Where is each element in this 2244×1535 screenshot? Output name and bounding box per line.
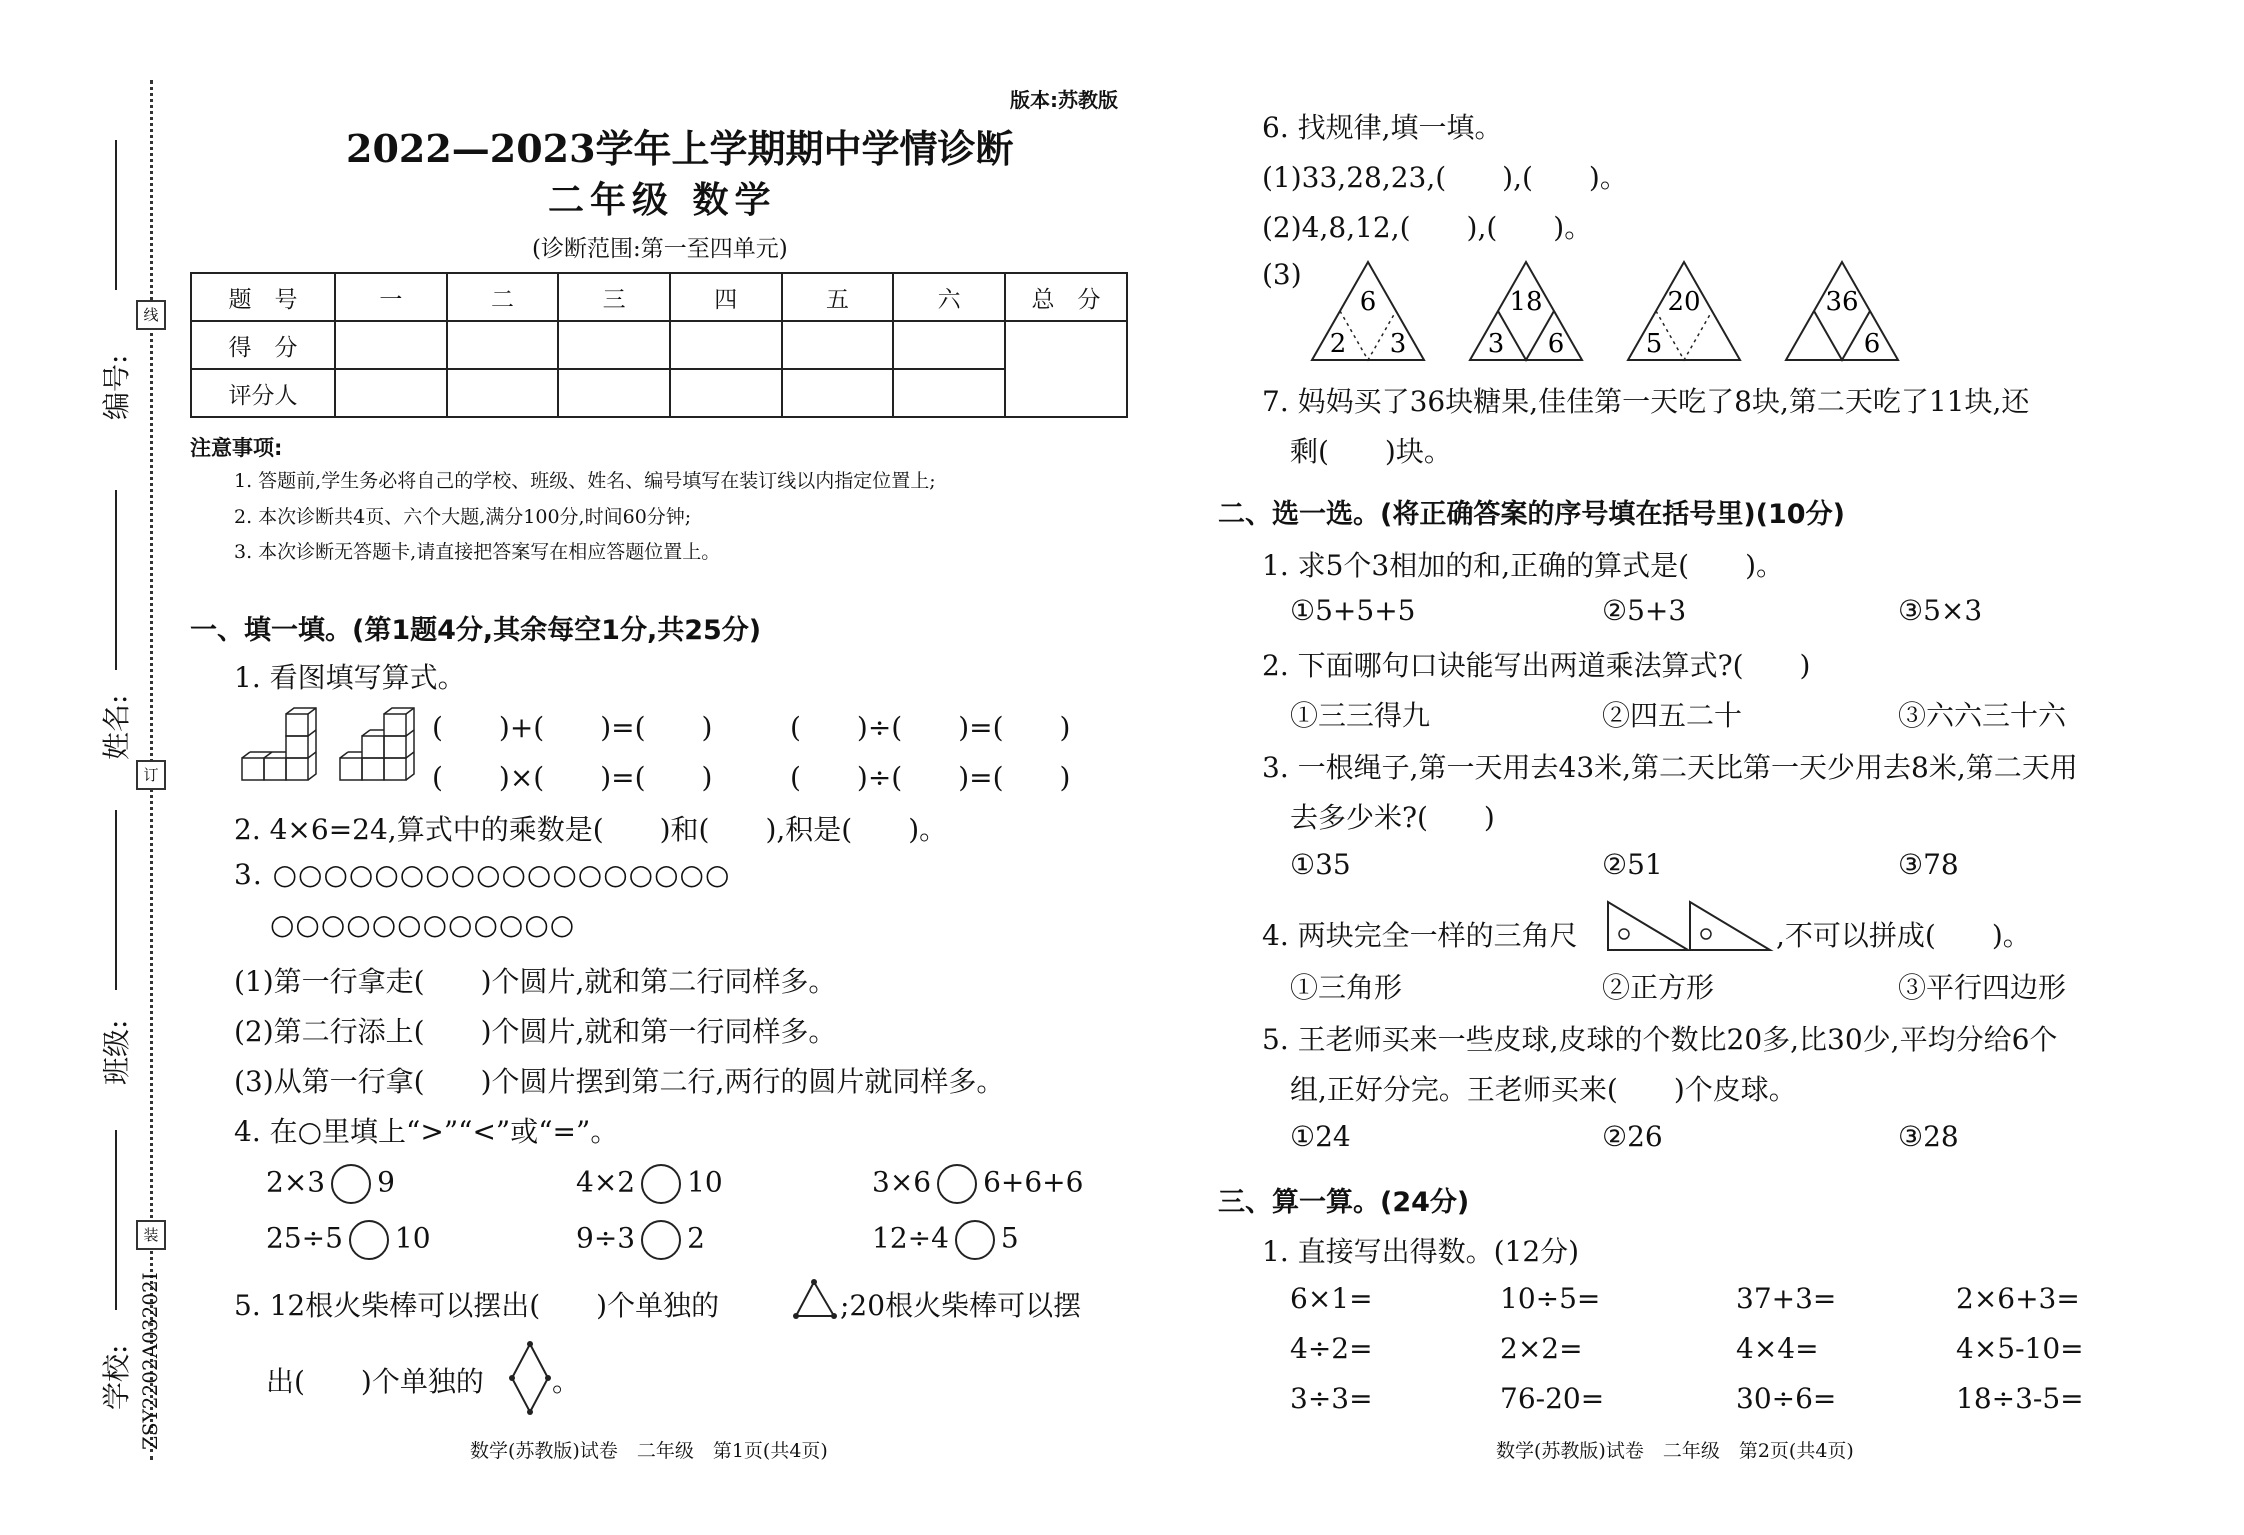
version-label: 版本:苏教版 bbox=[1010, 88, 1118, 112]
q2-3-line2: 去多少米?( ) bbox=[1290, 801, 1495, 834]
q2-3-option-2[interactable]: ②51 bbox=[1602, 848, 1663, 881]
score-table bbox=[190, 272, 1128, 418]
grader-cell[interactable] bbox=[782, 369, 894, 417]
calc-item: 4×5-10= bbox=[1956, 1332, 2084, 1365]
q2-2-option-1[interactable]: ①三三得九 bbox=[1290, 699, 1431, 732]
notes-title: 注意事项: bbox=[190, 436, 283, 460]
score-row bbox=[191, 321, 1127, 369]
q1-1-eq-mul: ( )×( )=( ) bbox=[432, 761, 713, 794]
calc-item: 2×2= bbox=[1500, 1332, 1583, 1365]
q1-1-eq-div-2: ( )÷( )=( ) bbox=[790, 761, 1071, 794]
compare-circle[interactable] bbox=[641, 1164, 681, 1204]
q2-5-line2: 组,正好分完。王老师买来( )个皮球。 bbox=[1290, 1073, 1797, 1106]
triangle-top-number: 20 bbox=[1667, 287, 1701, 317]
q1-6-3-label: (3) bbox=[1262, 258, 1302, 291]
xingming-label: 姓名: bbox=[100, 694, 133, 760]
q1-7-line2: 剩( )块。 bbox=[1290, 435, 1452, 468]
q1-1-prompt: 1. 看图填写算式。 bbox=[234, 661, 466, 694]
binding-mark-ding: 订 bbox=[136, 760, 166, 790]
banji-line bbox=[115, 810, 117, 990]
q1-6-2: (2)4,8,12,( ),( )。 bbox=[1262, 211, 1593, 244]
triangle-top-number: 6 bbox=[1359, 287, 1377, 317]
calc-item: 2×6+3= bbox=[1956, 1282, 2080, 1315]
score-cell[interactable] bbox=[447, 321, 559, 369]
bianhao-label: 编号: bbox=[100, 354, 133, 420]
score-row-label: 得 分 bbox=[191, 321, 335, 369]
note-1: 1. 答题前,学生务必将自己的学校、班级、姓名、编号填写在装订线以内指定位置上; bbox=[234, 470, 936, 492]
section3-heading: 三、算一算。(24分) bbox=[1218, 1187, 1470, 1218]
q3-1-prompt: 1. 直接写出得数。(12分) bbox=[1262, 1235, 1580, 1268]
triangle-left-number: 2 bbox=[1329, 329, 1347, 359]
note-3: 3. 本次诊断无答题卡,请直接把答案写在相应答题位置上。 bbox=[234, 541, 721, 563]
q2-5-line1: 5. 王老师买来一些皮球,皮球的个数比20多,比30少,平均分给6个 bbox=[1262, 1023, 2058, 1056]
compare-item: 25÷5 10 bbox=[266, 1220, 431, 1260]
score-cell[interactable] bbox=[335, 321, 447, 369]
q1-1-eq-add: ( )+( )=( ) bbox=[432, 711, 713, 744]
xingming-line bbox=[115, 490, 117, 670]
q2-1-option-3[interactable]: ③5×3 bbox=[1898, 594, 1983, 627]
score-cell[interactable] bbox=[893, 321, 1005, 369]
calc-item: 30÷6= bbox=[1736, 1382, 1837, 1415]
number-triangle bbox=[1308, 258, 1428, 364]
compare-item: 9÷3 2 bbox=[576, 1220, 705, 1260]
xuexiao-label: 学校: bbox=[100, 1344, 133, 1410]
grader-row bbox=[191, 369, 1127, 417]
q1-3-3: (3)从第一行拿( )个圆片摆到第二行,两行的圆片就同样多。 bbox=[234, 1065, 1005, 1098]
q1-7-line1: 7. 妈妈买了36块糖果,佳佳第一天吃了8块,第二天吃了11块,还 bbox=[1262, 385, 2030, 418]
grader-cell[interactable] bbox=[670, 369, 782, 417]
section1-heading: 一、填一填。(第1题4分,其余每空1分,共25分) bbox=[190, 615, 762, 646]
calc-item: 4÷2= bbox=[1290, 1332, 1373, 1365]
compare-item: 2×3 9 bbox=[266, 1164, 395, 1204]
bianhao-line bbox=[115, 140, 117, 290]
q1-6-1: (1)33,28,23,( ),( )。 bbox=[1262, 161, 1628, 194]
exam-scope: (诊断范围:第一至四单元) bbox=[532, 236, 788, 262]
q2-4-option-1[interactable]: ①三角形 bbox=[1290, 971, 1403, 1004]
triangle-right-number: 6 bbox=[1863, 329, 1881, 359]
triangle-top-number: 36 bbox=[1825, 287, 1859, 317]
q2-1-option-2[interactable]: ②5+3 bbox=[1602, 594, 1687, 627]
q2-1: 1. 求5个3相加的和,正确的算式是( )。 bbox=[1262, 549, 1784, 582]
calc-item: 18÷3-5= bbox=[1956, 1382, 2084, 1415]
score-cell[interactable] bbox=[558, 321, 670, 369]
th-6: 六 bbox=[893, 273, 1005, 321]
paper-code: ZSY2202A03202I bbox=[138, 1272, 162, 1450]
q1-5-end: 。 bbox=[552, 1365, 581, 1398]
q2-5-option-2[interactable]: ②26 bbox=[1602, 1120, 1663, 1153]
q2-2: 2. 下面哪句口诀能写出两道乘法算式?( ) bbox=[1262, 649, 1811, 682]
binding-mark-xian: 线 bbox=[136, 300, 166, 330]
cube-stack-figure bbox=[240, 706, 430, 786]
calc-item: 76-20= bbox=[1500, 1382, 1605, 1415]
q1-3-row1: 3. ○○○○○○○○○○○○○○○○○○ bbox=[234, 858, 731, 891]
compare-item: 4×2 10 bbox=[576, 1164, 723, 1204]
grader-row-label: 评分人 bbox=[191, 369, 335, 417]
q1-5-part3: 出( )个单独的 bbox=[266, 1365, 484, 1398]
grader-cell[interactable] bbox=[335, 369, 447, 417]
q2-2-option-3[interactable]: ③六六三十六 bbox=[1898, 699, 2067, 732]
q2-1-option-1[interactable]: ①5+5+5 bbox=[1290, 594, 1416, 627]
binding-mark-zhuang: 装 bbox=[136, 1220, 166, 1250]
compare-circle[interactable] bbox=[331, 1164, 371, 1204]
q2-5-option-1[interactable]: ①24 bbox=[1290, 1120, 1351, 1153]
compare-circle[interactable] bbox=[641, 1220, 681, 1260]
exam-title: 2022—2023学年上学期期中学情诊断 bbox=[346, 126, 1014, 171]
compare-item: 12÷4 5 bbox=[872, 1220, 1019, 1260]
footer-left: 数学(苏教版)试卷 二年级 第1页(共4页) bbox=[470, 1440, 828, 1462]
th-5: 五 bbox=[782, 273, 894, 321]
th-total: 总 分 bbox=[1005, 273, 1127, 321]
q1-3-1: (1)第一行拿走( )个圆片,就和第二行同样多。 bbox=[234, 965, 837, 998]
calc-item: 6×1= bbox=[1290, 1282, 1373, 1315]
score-table-header-row bbox=[191, 273, 1127, 321]
q1-6-prompt: 6. 找规律,填一填。 bbox=[1262, 111, 1503, 144]
calc-item: 3÷3= bbox=[1290, 1382, 1373, 1415]
th-1: 一 bbox=[335, 273, 447, 321]
section2-heading: 二、选一选。(将正确答案的序号填在括号里)(10分) bbox=[1218, 499, 1845, 530]
compare-circle[interactable] bbox=[937, 1164, 977, 1204]
q2-4-option-3[interactable]: ③平行四边形 bbox=[1898, 971, 2067, 1004]
th-4: 四 bbox=[670, 273, 782, 321]
compare-circle[interactable] bbox=[955, 1220, 995, 1260]
number-triangle bbox=[1782, 258, 1902, 364]
triangle-right-number: 6 bbox=[1547, 329, 1565, 359]
triangle-right-number: 3 bbox=[1389, 329, 1407, 359]
q1-5-part1: 5. 12根火柴棒可以摆出( )个单独的 bbox=[234, 1289, 720, 1322]
exam-subtitle: 二年级 数学 bbox=[548, 179, 777, 221]
note-2: 2. 本次诊断共4页、六个大题,满分100分,时间60分钟; bbox=[234, 506, 692, 528]
q2-4-option-2[interactable]: ②正方形 bbox=[1602, 971, 1715, 1004]
compare-item: 3×6 6+6+6 bbox=[872, 1164, 1083, 1204]
q2-3-option-3[interactable]: ③78 bbox=[1898, 848, 1959, 881]
triangle-left-number: 5 bbox=[1645, 329, 1663, 359]
calc-item: 4×4= bbox=[1736, 1332, 1819, 1365]
triangle-top-number: 18 bbox=[1509, 287, 1543, 317]
q2-3-option-1[interactable]: ①35 bbox=[1290, 848, 1351, 881]
number-triangle bbox=[1466, 258, 1586, 364]
matchstick-rhombus-icon bbox=[508, 1340, 552, 1416]
q2-5-option-3[interactable]: ③28 bbox=[1898, 1120, 1959, 1153]
th-3: 三 bbox=[558, 273, 670, 321]
q1-4-prompt: 4. 在○里填上“>”“<”或“=”。 bbox=[234, 1115, 619, 1148]
matchstick-triangle-icon bbox=[792, 1278, 840, 1322]
q2-2-option-2[interactable]: ②四五二十 bbox=[1602, 699, 1743, 732]
grader-cell[interactable] bbox=[447, 369, 559, 417]
grader-cell[interactable] bbox=[893, 369, 1005, 417]
th-tihao: 题 号 bbox=[191, 273, 335, 321]
q1-5-part2: ;20根火柴棒可以摆 bbox=[840, 1289, 1082, 1322]
triangle-left-number: 3 bbox=[1487, 329, 1505, 359]
calc-item: 10÷5= bbox=[1500, 1282, 1601, 1315]
q2-3-line1: 3. 一根绳子,第一天用去43米,第二天比第一天少用去8米,第二天用 bbox=[1262, 751, 2078, 784]
calc-item: 37+3= bbox=[1736, 1282, 1837, 1315]
total-score-cell[interactable] bbox=[1005, 321, 1127, 417]
q2-4-part1: 4. 两块完全一样的三角尺 bbox=[1262, 919, 1578, 952]
number-triangle bbox=[1624, 258, 1744, 364]
q1-2: 2. 4×6=24,算式中的乘数是( )和( ),积是( )。 bbox=[234, 813, 948, 846]
score-cell[interactable] bbox=[782, 321, 894, 369]
xuexiao-line bbox=[115, 1130, 117, 1310]
banji-label: 班级: bbox=[100, 1019, 133, 1085]
set-square-icon bbox=[1606, 900, 1776, 952]
score-cell[interactable] bbox=[670, 321, 782, 369]
compare-circle[interactable] bbox=[349, 1220, 389, 1260]
grader-cell[interactable] bbox=[558, 369, 670, 417]
q1-3-row2: ○○○○○○○○○○○○ bbox=[270, 908, 576, 941]
th-2: 二 bbox=[447, 273, 559, 321]
q1-1-eq-div-1: ( )÷( )=( ) bbox=[790, 711, 1071, 744]
q2-4-part2: ,不可以拼成( )。 bbox=[1776, 919, 2031, 952]
footer-right: 数学(苏教版)试卷 二年级 第2页(共4页) bbox=[1496, 1440, 1854, 1462]
q1-3-2: (2)第二行添上( )个圆片,就和第一行同样多。 bbox=[234, 1015, 837, 1048]
